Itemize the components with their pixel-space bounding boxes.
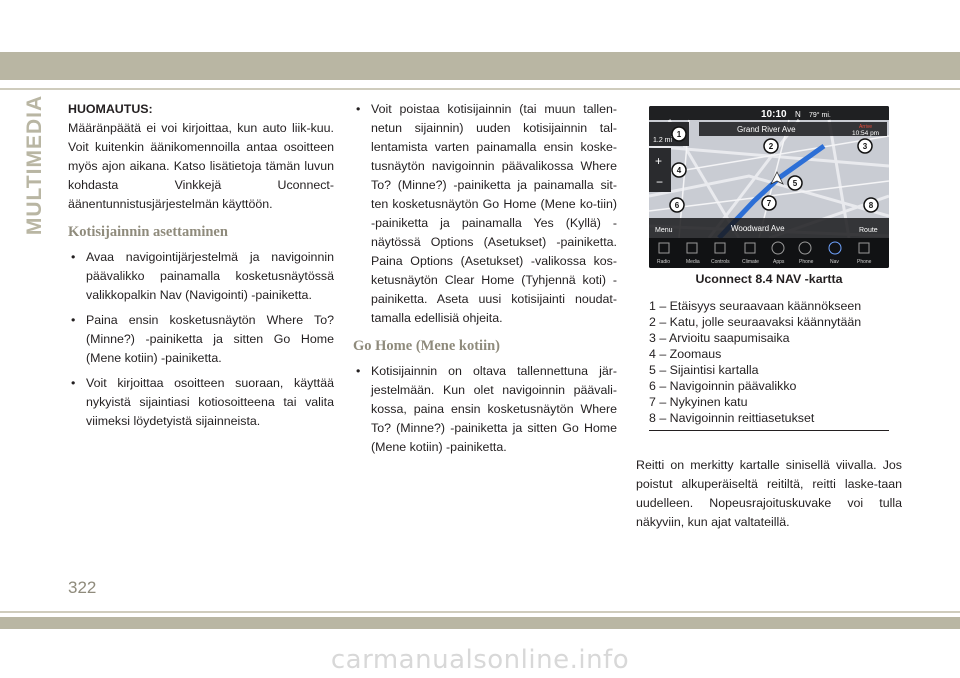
list-item: • Avaa navigointijärjestelmä ja navigoinnin päävalikko painamalla kosketusnäytössä valikkopalkin Nav (Navigointi) -painiketta.	[68, 248, 334, 305]
current-street-text: Woodward Ave	[731, 224, 785, 233]
note-text: Määränpäätä ei voi kirjoittaa, kun auto liik-kuu. Voit kuitenkin äänikomennoilla antaa osoitteen myös ajon aikana. Katso lisätietoja tämän luvun kohdasta Vinkkejä Uconnect-äänentunnistusjärjestelmän käyttöön.	[68, 121, 334, 211]
callout-1: 1	[676, 130, 682, 139]
top-band	[0, 52, 960, 80]
mode-text: N	[795, 110, 801, 119]
bottom-band	[0, 617, 960, 629]
column-left	[68, 100, 334, 437]
legend-item: 7 – Nykyinen katu	[649, 395, 748, 409]
watermark-text[interactable]: carmanualsonline.info	[330, 645, 630, 675]
temp-text: 79° mi.	[809, 112, 831, 119]
legend-item: 3 – Arvioitu saapumisaika	[649, 331, 790, 345]
tab-nav: Nav	[830, 259, 839, 265]
legend-item: 5 – Sijaintisi kartalla	[649, 363, 759, 377]
heading-set-home: Kotisijainnin asettaminen	[68, 224, 228, 240]
figure-legend	[649, 298, 889, 431]
note-title: HUOMAUTUS:	[68, 102, 153, 116]
legend-item: 2 – Katu, jolle seuraavaksi käännytään	[649, 315, 862, 329]
tab-climate: Climate	[742, 259, 759, 265]
legend-item: 6 – Navigoinnin päävalikko	[649, 379, 797, 393]
heading-go-home: Go Home (Mene kotiin)	[353, 338, 500, 354]
tab-phone: Phone	[857, 259, 872, 265]
list-item: • Voit poistaa kotisijainnin (tai muun tallen-netun sijainnin) uuden kotisijainnin tal-lentamista varten painamalla ensin koske-tusnäytön navigoinnin päävalikossa Where To? (Minne?) -painiketta ja painamalla sit-ten kosketusnäytön Go Home (Mene ko-tiin) -painiketta ja painamalla Yes (Kyllä) -näytössä Options (Asetukset) -painiketta. Paina Options (Asetukset) -valikossa kos-ketusnäytön Clear Home (Tyhjennä koti) -painiketta. Aseta uusi kotisijainti noudat-tamalla edellisiä ohjeita.	[353, 100, 617, 328]
list-item: • Paina ensin kosketusnäytön Where To? (Minne?) -painiketta ja sitten Go Home (Mene kotiin) -painiketta.	[68, 311, 334, 368]
section-label: MULTIMEDIA	[23, 94, 46, 236]
svg-text:+: +	[655, 154, 663, 168]
page-number: 322	[68, 578, 97, 597]
legend-item: 4 – Zoomaus	[649, 347, 722, 361]
tab-media: Media	[686, 259, 700, 265]
callout-3: 3	[862, 142, 868, 151]
next-street-text: Grand River Ave	[737, 125, 796, 134]
nav-screen-illustration	[649, 106, 889, 268]
top-rule	[0, 88, 960, 90]
tab-controls: Controls	[711, 259, 730, 265]
arrival-time-text: 10:54 pm	[852, 130, 880, 137]
tab-radio: Radio	[657, 259, 671, 265]
callout-2: 2	[768, 142, 774, 151]
list-item: • Voit kirjoittaa osoitteen suoraan, käyttää nykyistä sijaintiasi kotiosoitteena tai valita viimeksi löydetyistä sijainneista.	[68, 374, 334, 431]
go-home-list	[353, 362, 617, 457]
section-side-tab	[20, 95, 50, 235]
set-home-list	[68, 248, 334, 431]
distance-text: 1.2 mi	[653, 137, 673, 144]
legend-item: 1 – Etäisyys seuraavaan käännökseen	[649, 299, 862, 313]
bottom-rule	[0, 611, 960, 613]
figure-caption: Uconnect 8.4 NAV -kartta	[695, 272, 843, 286]
tab-phone-left: Phone	[799, 259, 814, 265]
clock-text: 10:10	[761, 109, 787, 120]
callout-5: 5	[792, 179, 798, 188]
column-middle	[353, 100, 617, 463]
arrival-label-text: Arrive	[859, 124, 873, 130]
callout-7: 7	[766, 199, 772, 208]
clear-home-list	[353, 100, 617, 328]
callout-6: 6	[674, 201, 680, 210]
tab-apps: Apps	[773, 259, 785, 265]
svg-text:−: −	[656, 175, 664, 189]
route-paragraph: Reitti on merkitty kartalle sinisellä viivalla. Jos poistut alkuperäiseltä reitiltä, reitti laske-taan uudelleen. Nopeusrajoituskuvake voi tulla näkyviin, kun ajat valtateillä.	[636, 458, 902, 529]
menu-text: Menu	[655, 227, 673, 234]
legend-item: 8 – Navigoinnin reittiasetukset	[649, 411, 815, 425]
nav-map-figure	[649, 106, 889, 268]
callout-4: 4	[676, 166, 682, 175]
route-text: Route	[859, 227, 878, 234]
callout-8: 8	[868, 201, 874, 210]
list-item: • Kotisijainnin on oltava tallennettuna jär-jestelmään. Kun olet navigoinnin päävali-kossa, paina ensin kosketusnäytön Where To? (Minne?) -painiketta ja sitten Go Home (Mene kotiin) -painiketta.	[353, 362, 617, 457]
